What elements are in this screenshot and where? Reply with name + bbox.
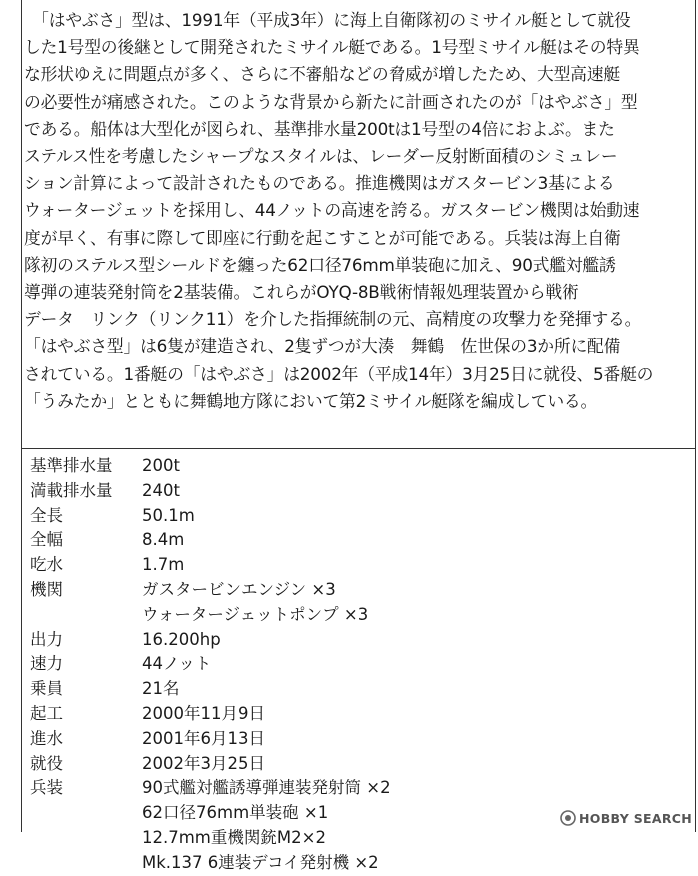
description-line: 「はやぶさ」型は、1991年（平成3年）に海上自衛隊初のミサイル艇として就役 (24, 10, 631, 30)
spec-value: 2002年3月25日 (142, 753, 265, 773)
spec-label: 進水 (30, 728, 63, 748)
description-line: ステルス性を考慮したシャープなスタイルは、レーダー反射断面積のシミュレー (24, 146, 618, 167)
description-text (24, 7, 690, 415)
spec-values (142, 578, 670, 628)
spec-value: ガスタービンエンジン ×3 (142, 579, 336, 599)
spec-values (142, 454, 670, 479)
spec-value: 62口径76mm単装砲 ×1 (142, 803, 329, 823)
description-line: 「はやぶさ型」は6隻が建造され、2隻ずつが大湊 舞鶴 佐世保の3か所に配備 (24, 336, 621, 357)
spec-value: 16.200hp (142, 629, 221, 649)
spec-values (142, 652, 670, 677)
spec-value: 1.7m (142, 555, 185, 575)
spec-value: 21名 (142, 679, 180, 699)
spec-row (30, 752, 670, 777)
spec-value: 50.1m (142, 505, 195, 525)
spec-label: 吃水 (30, 555, 63, 575)
description-line: 隊初のステルス型シールドを纏った62口径76mm単装砲に加え、90式艦対艦誘 (24, 254, 616, 275)
spec-value: 8.4m (142, 530, 185, 550)
description-line: した1号型の後継として開発されたミサイル艇である。1号型ミサイル艇はその特異 (24, 37, 640, 58)
spec-label: 就役 (30, 753, 63, 773)
spec-label: 速力 (30, 654, 63, 674)
spec-label: 全長 (30, 505, 63, 525)
spec-value: ウォータージェットポンプ ×3 (142, 604, 369, 624)
watermark-text: HOBBY SEARCH (579, 810, 692, 826)
spec-value: 240t (142, 480, 180, 500)
spec-value: 200t (142, 456, 180, 475)
spec-label: 機関 (30, 579, 63, 599)
spec-values (142, 479, 670, 504)
spec-value: 90式艦対艦誘導弾連装発射筒 ×2 (142, 778, 391, 798)
spec-row (30, 528, 670, 553)
spec-row (30, 479, 670, 504)
spec-row (30, 652, 670, 677)
spec-row (30, 702, 670, 727)
spec-label: 出力 (30, 629, 63, 649)
description-line: 導弾の連装発射筒を2基装備。これらがOYQ-8B戦術情報処理装置から戦術 (24, 282, 579, 303)
spec-label: 起工 (30, 703, 63, 723)
description-line: 度が早く、有事に際して即座に行動を起こすことが可能である。兵装は海上自衛 (24, 227, 621, 248)
description-line: 「うみたか」とともに舞鶴地方隊において第2ミサイル艇隊を編成している。 (24, 390, 598, 411)
spec-label: 兵装 (30, 778, 63, 798)
spec-row (30, 578, 670, 628)
spec-values (142, 553, 670, 578)
spec-row (30, 727, 670, 752)
spec-values (142, 727, 670, 752)
spec-values (142, 752, 670, 777)
spec-value: 44ノット (142, 654, 212, 674)
spec-row (30, 454, 670, 479)
spec-value: Mk.137 6連装デコイ発射機 ×2 (142, 852, 379, 872)
hobby-search-logo-icon (560, 810, 576, 826)
description-line: ション計算によって設計されたものである。推進機関はガスタービン3基による (24, 173, 615, 194)
spec-label: 基準排水量 (30, 456, 113, 475)
watermark (560, 810, 692, 826)
description-line: である。船体は大型化が図られ、基準排水量200tは1号型の4倍におよぶ。また (24, 118, 615, 139)
spec-row (30, 553, 670, 578)
description-line: されている。1番艇の「はやぶさ」は2002年（平成14年）3月25日に就役、5番艇の (24, 363, 654, 384)
description-line: ウォータージェットを採用し、44ノットの高速を誇る。ガスタービン機関は始動速 (24, 200, 640, 221)
description-line: の必要性が痛感された。このような背景から新たに計画されたのが「はやぶさ」型 (24, 91, 638, 112)
description-line: な形状ゆえに問題点が多く、さらに不審船などの脅威が増したため、大型高速艇 (24, 64, 620, 85)
spec-label: 乗員 (30, 679, 63, 699)
spec-values (142, 504, 670, 529)
spec-row (30, 677, 670, 702)
spec-values (142, 677, 670, 702)
spec-values (142, 628, 670, 653)
spec-row (30, 628, 670, 653)
section-divider (21, 448, 696, 449)
description-line: データ リンク（リンク11）を介した指揮統制の元、高精度の攻撃力を発揮する。 (24, 309, 642, 330)
spec-value: 2000年11月9日 (142, 703, 265, 723)
spec-value: 12.7mm重機関銃M2×2 (142, 827, 326, 847)
spec-values (142, 528, 670, 553)
spec-value: 2001年6月13日 (142, 728, 265, 748)
spec-values (142, 702, 670, 727)
spec-label: 満載排水量 (30, 480, 113, 500)
spec-row (30, 504, 670, 529)
spec-label: 全幅 (30, 530, 63, 550)
